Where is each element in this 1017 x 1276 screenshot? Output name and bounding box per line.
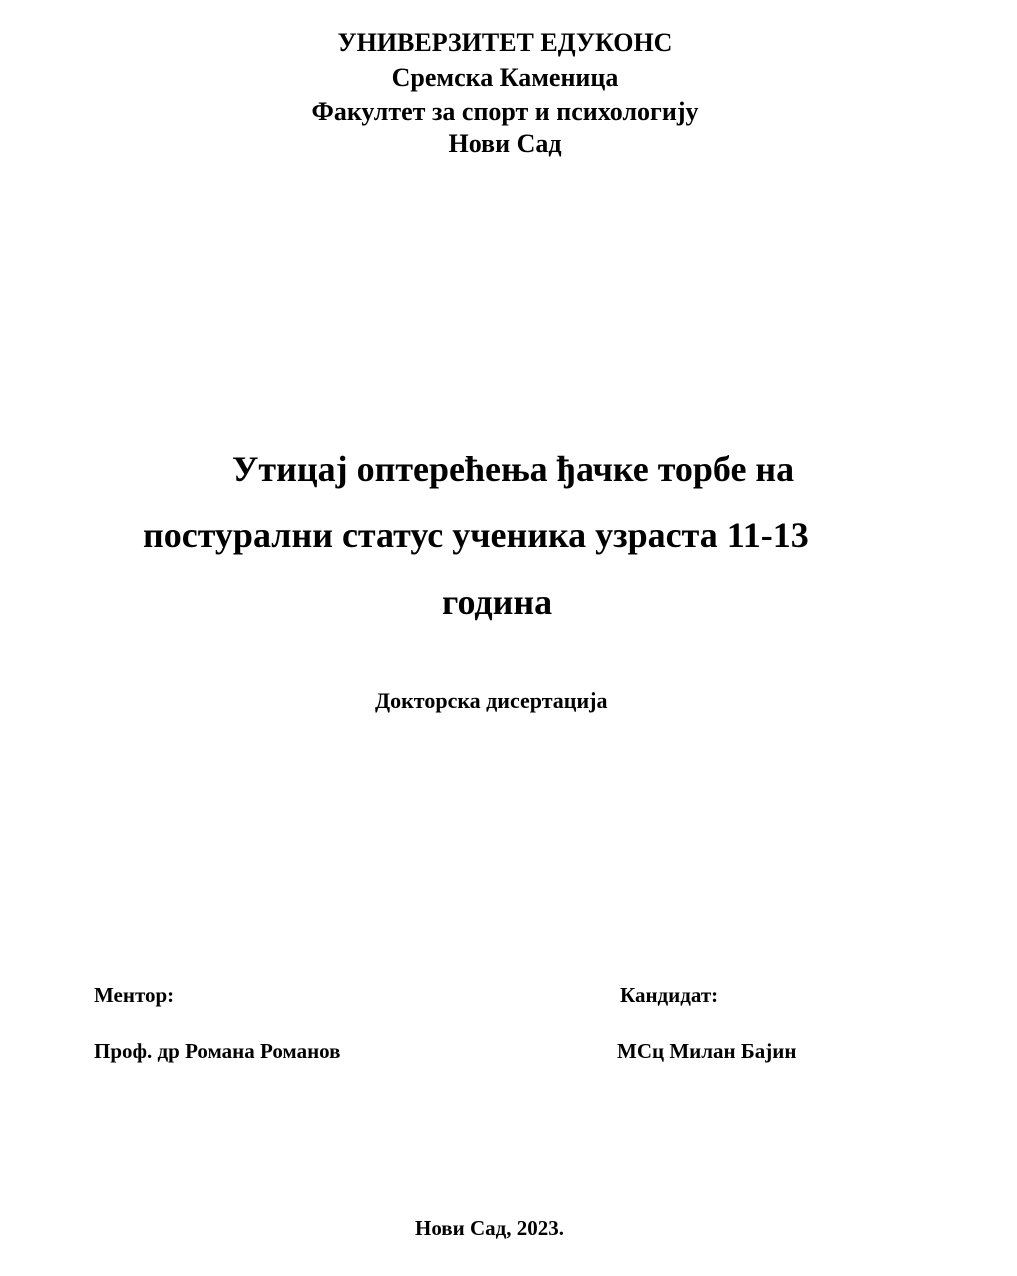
footer-place-date: Нови Сад, 2023. <box>415 1216 565 1240</box>
title-line-3: година <box>442 582 553 622</box>
mentor-label: Ментор: <box>94 983 175 1007</box>
title-line-1: Утицај оптерећења ђачке торбе на <box>232 449 795 489</box>
mentor-name: Проф. др Романа Романов <box>94 1039 341 1063</box>
title-line-2: постурални статус ученика узраста 11-13 <box>143 515 809 555</box>
header-city: Нови Сад <box>448 129 562 158</box>
candidate-label: Кандидат: <box>620 983 719 1007</box>
university-location: Сремска Каменица <box>391 63 619 92</box>
faculty-name: Факултет за спорт и психологију <box>311 97 699 126</box>
document-type: Докторска дисертација <box>375 688 608 713</box>
candidate-name: МСц Милан Бајин <box>617 1039 797 1063</box>
university-name: УНИВЕРЗИТЕТ ЕДУКОНС <box>337 28 673 57</box>
